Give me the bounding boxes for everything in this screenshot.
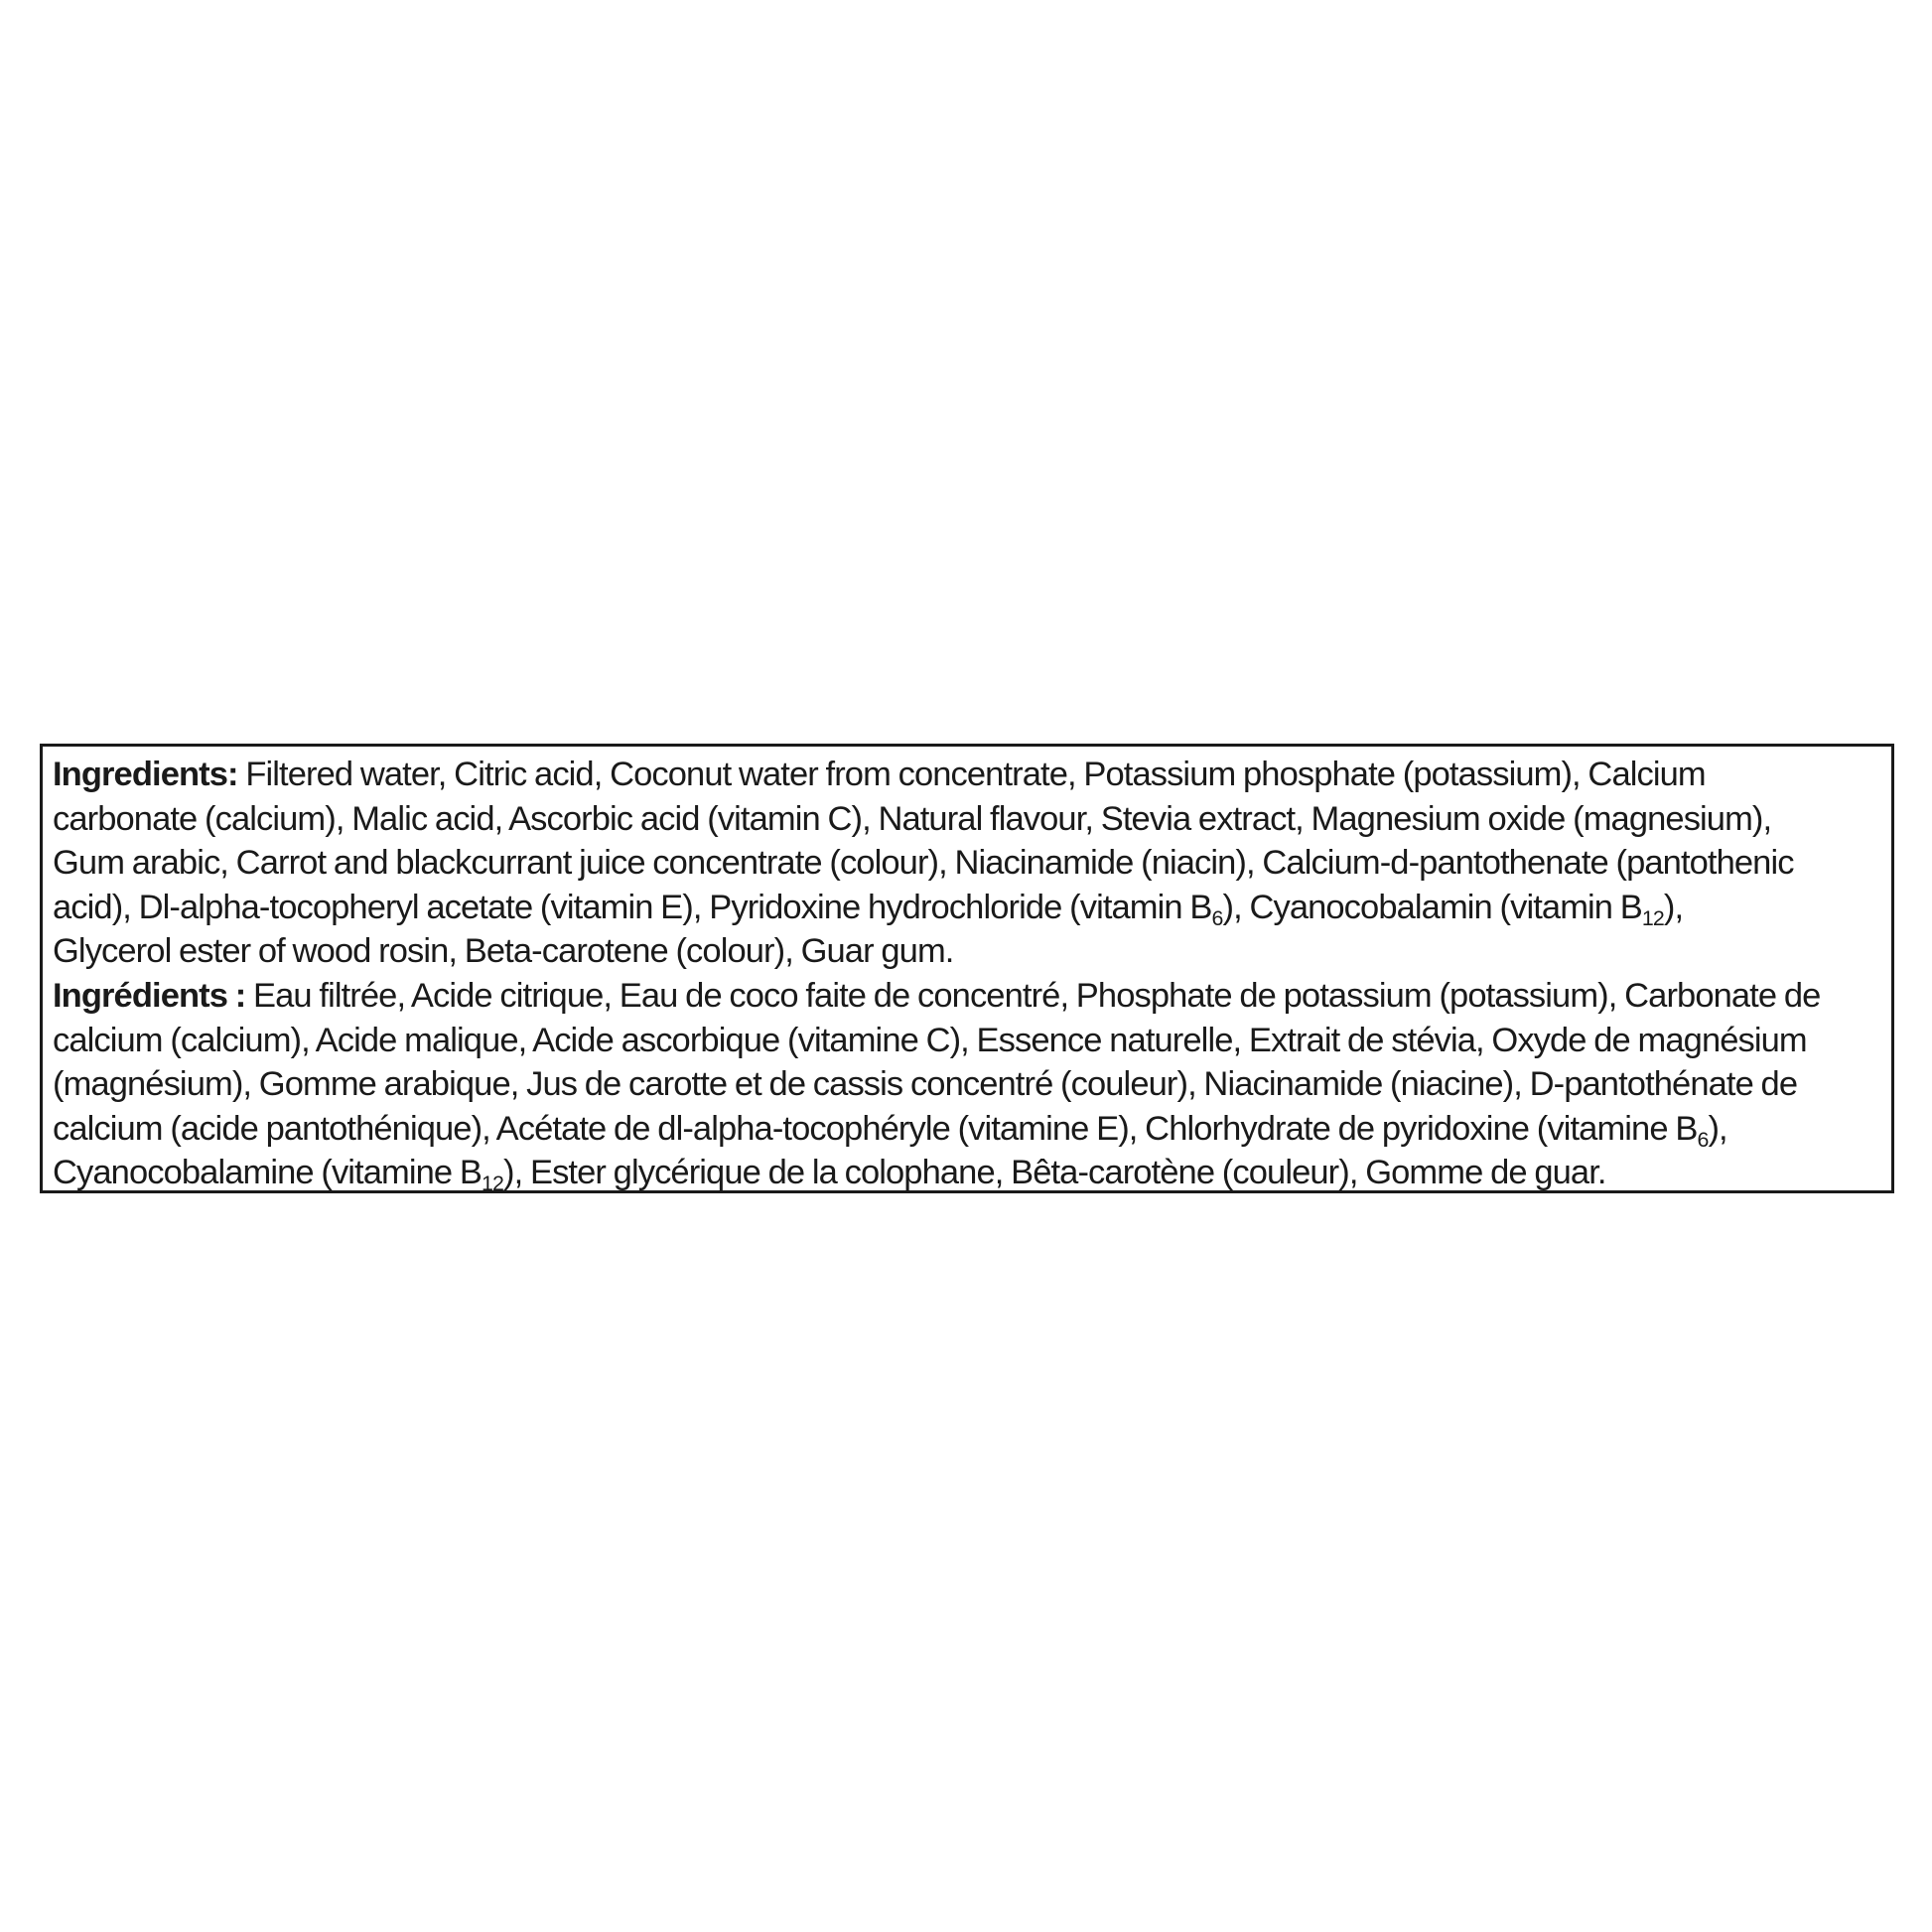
ingredients-english bbox=[53, 753, 1881, 974]
french-line-3: (magnésium), Gomme arabique, Jus de carotte et de cassis concentré (couleur), Niacinamide (niacine), D-pantothénate de bbox=[53, 1065, 1798, 1104]
subscript-12: 12 bbox=[1641, 905, 1664, 930]
french-line-4 bbox=[53, 1107, 1881, 1152]
subscript-12: 12 bbox=[482, 1172, 503, 1196]
french-text-4a: calcium (acide pantothénique), Acétate de dl-alpha-tocophéryle (vitamine E), Chlorhydrate de pyridoxine (vitamine B bbox=[53, 1109, 1698, 1148]
english-line-5: Glycerol ester of wood rosin, Beta-carotene (colour), Guar gum. bbox=[53, 932, 954, 971]
subscript-6: 6 bbox=[1697, 1127, 1709, 1152]
ingredients-french bbox=[53, 974, 1881, 1195]
english-line-4 bbox=[53, 886, 1881, 930]
english-text-1: Filtered water, Citric acid, Coconut water from concentrate, Potassium phosphate (potassium), Calcium bbox=[237, 756, 1706, 793]
english-line-1 bbox=[53, 753, 1881, 797]
english-heading: Ingredients: bbox=[53, 756, 238, 793]
english-text-4a: acid), Dl-alpha-tocopheryl acetate (vitamin E), Pyridoxine hydrochloride (vitamin B bbox=[53, 888, 1212, 926]
french-line-2: calcium (calcium), Acide malique, Acide ascorbique (vitamine C), Essence naturelle, Extrait de stévia, Oxyde de magnésium bbox=[53, 1021, 1807, 1059]
english-line-3: Gum arabic, Carrot and blackcurrant juice concentrate (colour), Niacinamide (niacin), Calcium-d-pantothenate (pantothenic bbox=[53, 844, 1794, 883]
english-line-2: carbonate (calcium), Malic acid, Ascorbic acid (vitamin C), Natural flavour, Stevia extract, Magnesium oxide (magnesium), bbox=[53, 799, 1772, 838]
english-text-4c: ), bbox=[1663, 888, 1684, 926]
ingredients-panel bbox=[40, 744, 1894, 1196]
french-heading: Ingrédients : bbox=[53, 976, 246, 1015]
french-text-4b: ), bbox=[1708, 1109, 1727, 1148]
french-line-1 bbox=[53, 974, 1881, 1019]
english-text-4b: ), Cyanocobalamin (vitamin B bbox=[1222, 888, 1642, 926]
subscript-6: 6 bbox=[1211, 905, 1223, 930]
french-text-5b: ), Ester glycérique de la colophane, Bêta-carotène (couleur), Gomme de guar. bbox=[503, 1154, 1606, 1192]
french-line-5 bbox=[53, 1151, 1881, 1195]
french-text-5a: Cyanocobalamine (vitamine B bbox=[53, 1154, 483, 1192]
french-text-1: Eau filtrée, Acide citrique, Eau de coco faite de concentré, Phosphate de potassium (potassium), Carbonate de bbox=[245, 976, 1821, 1015]
